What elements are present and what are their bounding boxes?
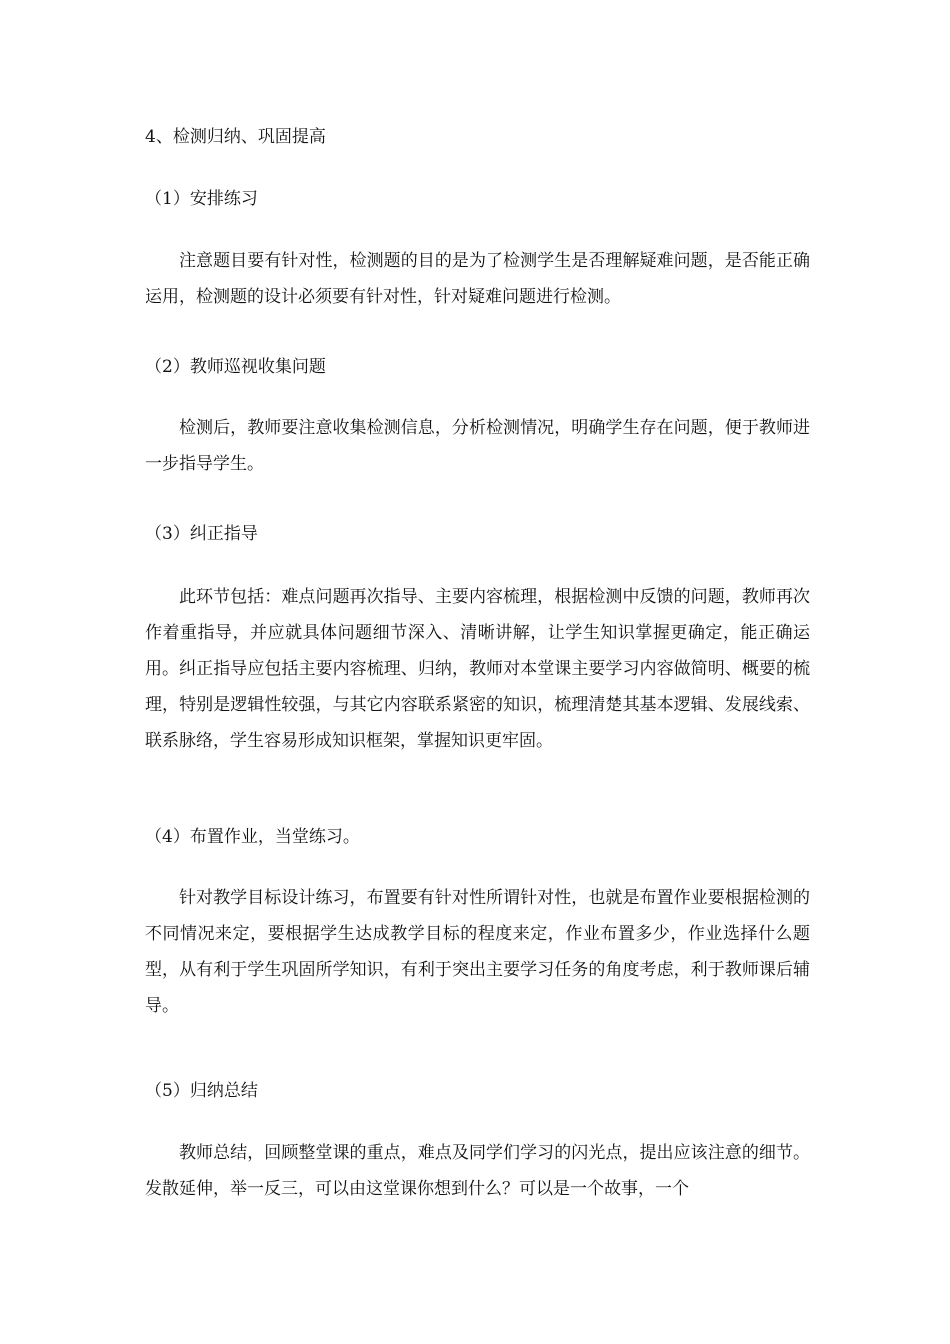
item-4-paragraph: 针对教学目标设计练习，布置要有针对性所谓针对性，也就是布置作业要根据检测的不同情况来定，要根据学生达成教学目标的程度来定，作业布置多少，作业选择什么题型，从有利于学生巩固所学知识，有利于突出主要学习任务的角度考虑，利于教师课后辅导。 (145, 888, 810, 1016)
item-2-paragraph: 检测后，教师要注意收集检测信息，分析检测情况，明确学生存在问题，便于教师进一步指导学生。 (145, 418, 810, 474)
item-3-heading: （3）纠正指导 (145, 524, 258, 544)
item-4-heading: （4）布置作业，当堂练习。 (145, 827, 360, 847)
item-2-heading: （2）教师巡视收集问题 (145, 357, 326, 377)
section-heading: 4、检测归纳、巩固提高 (145, 127, 326, 147)
item-1-paragraph: 注意题目要有针对性，检测题的目的是为了检测学生是否理解疑难问题，是否能正确运用，检测题的设计必须要有针对性，针对疑难问题进行检测。 (145, 251, 810, 307)
item-3-paragraph: 此环节包括：难点问题再次指导、主要内容梳理，根据检测中反馈的问题，教师再次作着重指导，并应就具体问题细节深入、清晰讲解，让学生知识掌握更确定，能正确运用。纠正指导应包括主要内容梳理、归纳，教师对本堂课主要学习内容做简明、概要的梳理，特别是逻辑性较强，与其它内容联系紧密的知识，梳理清楚其基本逻辑、发展线索、联系脉络，学生容易形成知识框架，掌握知识更牢固。 (145, 587, 810, 751)
item-5-paragraph: 教师总结，回顾整堂课的重点，难点及同学们学习的闪光点，提出应该注意的细节。发散延伸，举一反三，可以由这堂课你想到什么？可以是一个故事，一个 (145, 1143, 810, 1199)
item-1-heading: （1）安排练习 (145, 189, 258, 209)
item-5-heading: （5）归纳总结 (145, 1081, 258, 1101)
